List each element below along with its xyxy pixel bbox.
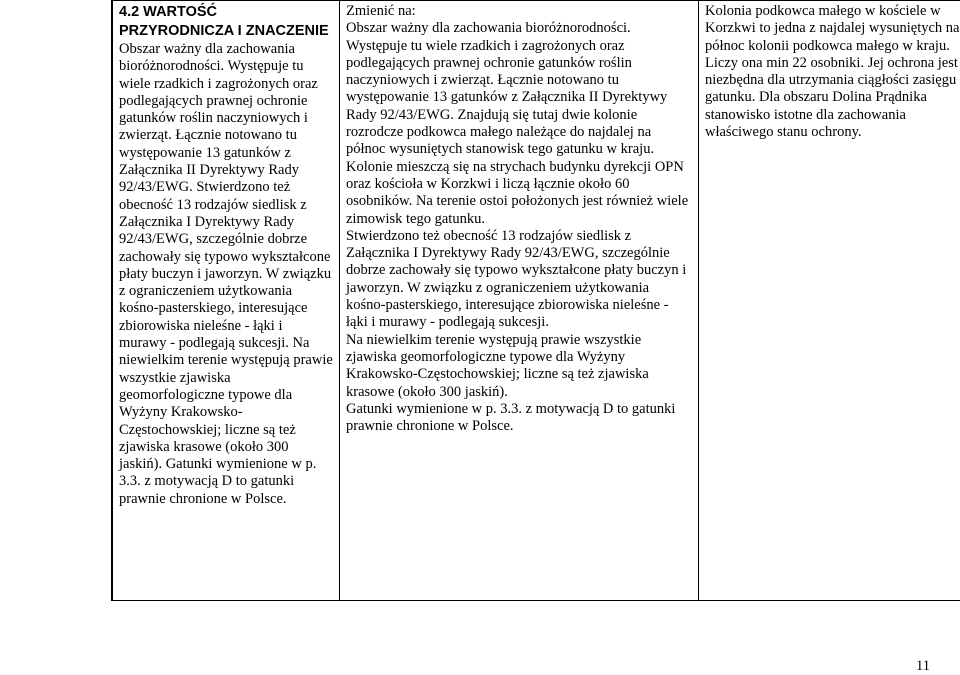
section-title: 4.2 WARTOŚĆ PRZYRODNICZA I ZNACZENIE <box>119 3 333 41</box>
proposed-paragraph-3: Na niewielkim terenie występują prawie wszystkie zjawiska geomorfologiczne typowe dla Wyżyny Krakowsko-Częstochowskiej; liczne są też zjawiska krasowe (około 300 jaskiń). <box>346 332 692 401</box>
change-heading: Zmienić na: <box>346 3 692 20</box>
justification-text: Kolonia podkowca małego w kościele w Korzkwi to jedna z najdalej wysuniętych na północ kolonii podkowca małego w kraju. Liczy ona min 22 osobniki. Jej ochrona jest niezbędna dla utrzymania ciągłości zasięgu gatunku. Dla obszaru Dolina Prądnika stanowisko istotne dla zachowania właściwego stanu ochrony. <box>705 3 960 141</box>
proposed-paragraph-2: Stwierdzono też obecność 13 rodzajów siedlisk z Załącznika I Dyrektywy Rady 92/43/EWG, szczególnie dobrze zachowały się typowo wykształcone płaty buczyn i jaworzyn. W związku z ograniczeniem użytkowania kośno-pasterskiego, interesujące zbiorowiska nieleśne - łąki i murawy - podlegają sukcesji. <box>346 228 692 332</box>
page-number: 11 <box>916 658 930 675</box>
original-text-cell <box>113 1 340 601</box>
proposed-paragraph-1: Obszar ważny dla zachowania bioróżnorodności. Występuje tu wiele rzadkich i zagrożonych oraz podlegających prawnej ochronie gatunków roślin naczyniowych i zwierząt. Łącznie notowano tu występowanie 13 gatunków z Załącznika II Dyrektywy Rady 92/43/EWG. Znajdują się tutaj dwie kolonie rozrodcze podkowca małego należące do najdalej na północ wysuniętych stanowisk tego gatunku w kraju. Kolonie mieszczą się na strychach budynku dyrekcji OPN oraz kościoła w Korzkwi i liczą łącznie około 60 osobników. Na terenie ostoi położonych jest również wiele zimowisk tego gatunku. <box>346 20 692 228</box>
table-row <box>112 1 960 601</box>
proposed-change-cell <box>340 1 699 601</box>
comparison-table <box>111 0 960 601</box>
justification-cell <box>699 1 960 601</box>
proposed-paragraph-4: Gatunki wymienione w p. 3.3. z motywacją D to gatunki prawnie chronione w Polsce. <box>346 401 692 436</box>
original-text-body: Obszar ważny dla zachowania bioróżnorodności. Występuje tu wiele rzadkich i zagrożonych oraz podlegających prawnej ochronie gatunków roślin naczyniowych i zwierząt. Łącznie notowano tu występowanie 13 gatunków z Załącznika II Dyrektywy Rady 92/43/EWG. Stwierdzono też obecność 13 rodzajów siedlisk z Załącznika I Dyrektywy Rady 92/43/EWG, szczególnie dobrze zachowały się typowo wykształcone płaty buczyn i jaworzyn. W związku z ograniczeniem użytkowania kośno-pasterskiego, interesujące zbiorowiska nieleśne - łąki i murawy - podlegają sukcesji. Na niewielkim terenie występują prawie wszystkie zjawiska geomorfologiczne typowe dla Wyżyny Krakowsko-Częstochowskiej; liczne są też zjawiska krasowe (około 300 jaskiń). Gatunki wymienione w p. 3.3. z motywacją D to gatunki prawnie chronione w Polsce. <box>119 41 333 508</box>
